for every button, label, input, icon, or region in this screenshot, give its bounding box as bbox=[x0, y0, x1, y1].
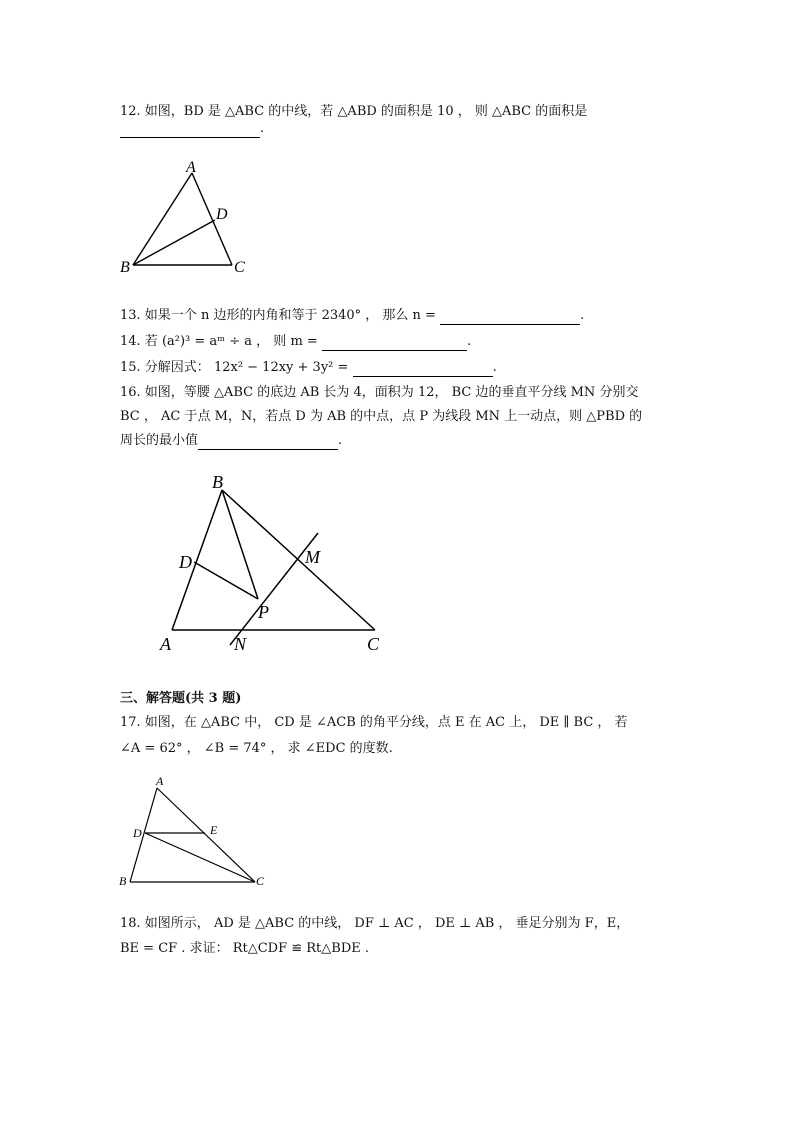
q14-answer-blank[interactable] bbox=[322, 336, 467, 351]
q15-line bbox=[120, 359, 497, 377]
q18-line2: BE = CF . 求证： Rt△CDF ≌ Rt△BDE . bbox=[120, 941, 369, 956]
section-3-title: 三、解答题(共 3 题) bbox=[120, 691, 242, 706]
q15-answer-blank[interactable] bbox=[353, 362, 493, 377]
q12-line2 bbox=[120, 120, 264, 138]
q12-label-C: C bbox=[234, 259, 245, 276]
q17-figure bbox=[115, 770, 275, 895]
q12-side-AB bbox=[133, 173, 192, 265]
q16-period: . bbox=[338, 433, 343, 448]
q16-line3-text: 周长的最小值 bbox=[120, 433, 199, 448]
q16-label-C: C bbox=[367, 634, 380, 654]
q12-period: . bbox=[260, 121, 265, 136]
q14-text: 14. 若 (a²)³ = aᵐ ÷ a ， 则 m = bbox=[120, 334, 318, 349]
q16-label-B: B bbox=[212, 472, 223, 492]
q17-line2: ∠A = 62° ， ∠B = 74° ， 求 ∠EDC 的度数. bbox=[120, 741, 393, 756]
q13-line bbox=[120, 307, 584, 325]
q12-label-B: B bbox=[120, 259, 130, 276]
q16-line2: BC ， AC 于点 M，N，若点 D 为 AB 的中点，点 P 为线段 MN 上一动点，则 △PBD 的 bbox=[120, 409, 643, 424]
q18-line1: 18. 如图所示， AD 是 △ABC 的中线， DF ⊥ AC ， DE ⊥ AB ， 垂足分别为 F，E， bbox=[120, 916, 630, 931]
q16-label-N: N bbox=[234, 634, 247, 654]
q14-line bbox=[120, 333, 471, 351]
q16-figure bbox=[150, 465, 400, 660]
q12-median-BD bbox=[133, 220, 215, 265]
q15-period: . bbox=[492, 360, 497, 375]
q12-label-D: D bbox=[216, 206, 228, 223]
q17-label-C: C bbox=[256, 874, 265, 888]
q16-label-P: P bbox=[258, 602, 269, 622]
q16-line1: 16. 如图，等腰 △ABC 的底边 AB 长为 4，面积为 12， BC 边的垂直平分线 MN 分别交 bbox=[120, 385, 639, 400]
q16-label-M: M bbox=[305, 547, 320, 567]
q16-answer-blank[interactable] bbox=[198, 435, 338, 450]
q17-label-D: D bbox=[133, 826, 142, 840]
q17-side-AC bbox=[157, 788, 255, 882]
q17-label-A: A bbox=[156, 774, 164, 788]
q17-label-E: E bbox=[210, 823, 218, 837]
q12-figure bbox=[115, 155, 265, 280]
q16-line3 bbox=[120, 432, 342, 450]
q17-label-B: B bbox=[119, 874, 127, 888]
q17-segment-DC bbox=[145, 833, 255, 882]
q16-label-A: A bbox=[160, 634, 171, 654]
q15-text: 15. 分解因式： 12x² − 12xy + 3y² = bbox=[120, 360, 349, 375]
q12-label-A: A bbox=[186, 159, 196, 176]
q13-period: . bbox=[580, 308, 585, 323]
q13-text: 13. 如果一个 n 边形的内角和等于 2340° ， 那么 n = bbox=[120, 308, 436, 323]
q13-answer-blank[interactable] bbox=[440, 310, 580, 325]
q17-line1: 17. 如图，在 △ABC 中， CD 是 ∠ACB 的角平分线，点 E 在 AC 上， DE ∥ BC ， 若 bbox=[120, 715, 628, 730]
q14-period: . bbox=[466, 334, 472, 349]
q12-line1: 12. 如图，BD 是 △ABC 的中线，若 △ABD 的面积是 10 ， 则 △ABC 的面积是 bbox=[120, 104, 588, 119]
q12-answer-blank[interactable] bbox=[120, 123, 260, 138]
q16-label-D: D bbox=[179, 552, 192, 572]
